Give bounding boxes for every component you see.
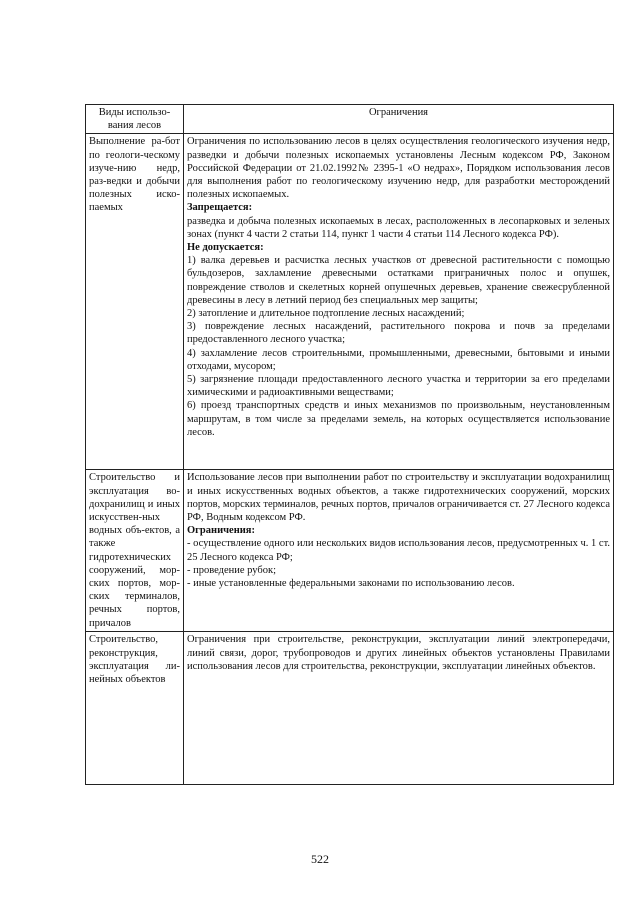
- restrictions-cell: [184, 134, 614, 470]
- restriction-item: 1) валка деревьев и расчистка лесных участков от древесной растительности с помощью бульдозеров, захламление древесными остатками приграничных полос и опушек, повреждение стволов и скелетных корней опушечных деревьев, хранение свежесрубленной древесины в лесу в летний период без специальных мер защиты;: [187, 255, 610, 306]
- restriction-paragraph: разведка и добыча полезных ископаемых в лесах, расположенных в лесопарковых и зеленых зонах (пункт 4 части 2 статьи 114, пункт 1 части 4 статьи 114 Лесного кодекса РФ).: [187, 215, 610, 240]
- restriction-subheading: Запрещается:: [187, 202, 253, 214]
- restriction-item: - осуществление одного или нескольких видов использования лесов, предусмотренных ч. 1 ст. 25 Лесного кодекса РФ;: [187, 538, 610, 563]
- header-restrictions: Ограничения: [184, 105, 614, 134]
- restriction-paragraph: Ограничения при строительстве, реконструкции, эксплуатации линий электропередачи, линий связи, дорог, трубопроводов и других линейных объектов установлены Правилами использования лесов для строительства, реконструкции, эксплуатации линейных объектов.: [187, 634, 610, 672]
- restrictions-cell: [184, 632, 614, 785]
- table-row: [86, 470, 614, 632]
- restriction-item: 5) загрязнение площади предоставленного лесного участка и территории за его пределами химическими и радиоактивными веществами;: [187, 374, 610, 399]
- restrictions-cell: [184, 470, 614, 632]
- header-forest-use-types: Виды использо-вания лесов: [86, 105, 184, 134]
- page-number: 522: [311, 852, 329, 866]
- restriction-item: 2) затопление и длительное подтопление лесных насаждений;: [187, 308, 465, 320]
- forest-use-type-cell: Строительство, реконструкция, эксплуатация ли-нейных объектов: [86, 632, 184, 785]
- restriction-subheading: Не допускается:: [187, 242, 264, 254]
- restriction-item: - иные установленные федеральными законами по использованию лесов.: [187, 578, 515, 590]
- restriction-item: 6) проезд транспортных средств и иных механизмов по произвольным, неустановленным маршрутам, в том числе за пределами земель, на которых осуществляется использование лесов.: [187, 400, 610, 438]
- table-row: [86, 632, 614, 785]
- restriction-subheading: Ограничения:: [187, 525, 255, 537]
- restriction-paragraph: Использование лесов при выполнении работ по строительству и эксплуатации водохранилищ и иных искусственных водных объектов, а также гидротехнических сооружений, морских портов, морских терминалов, речных портов, причалов ограничивается ст. 27 Лесного кодекса РФ, Водным кодексом РФ.: [187, 472, 610, 524]
- forest-use-type-cell: Строительство и эксплуатация во-дохранилищ и иных искусствен-ных водных объ-ектов, а также гидротехнических сооружений, мор-ских портов, мор-ских терминалов, речных портов, причалов: [86, 470, 184, 632]
- table-row: [86, 134, 614, 470]
- restriction-paragraph: Ограничения по использованию лесов в целях осуществления геологического изучения недр, разведки и добычи полезных ископаемых установлены Лесным кодексом РФ, Законом Российской Федерации от 21.02.1992№ 2395-1 «О недрах», Порядком использования лесов для выполнения работ по геологическому изучению недр, для разработки месторождений полезных ископаемых.: [187, 136, 610, 201]
- forest-use-type-cell: Выполнение ра-бот по геологи-ческому изуче-нию недр, раз-ведки и добычи полезных иско-паемых: [86, 134, 184, 470]
- restriction-item: 3) повреждение лесных насаждений, растительного покрова и почв за пределами предоставленного лесного участка;: [187, 321, 610, 346]
- restriction-item: 4) захламление лесов строительными, промышленными, древесными, бытовыми и иными отходами, мусором;: [187, 347, 610, 372]
- restriction-item: - проведение рубок;: [187, 564, 277, 576]
- table-header-row: [86, 105, 614, 134]
- restrictions-table: [85, 104, 614, 785]
